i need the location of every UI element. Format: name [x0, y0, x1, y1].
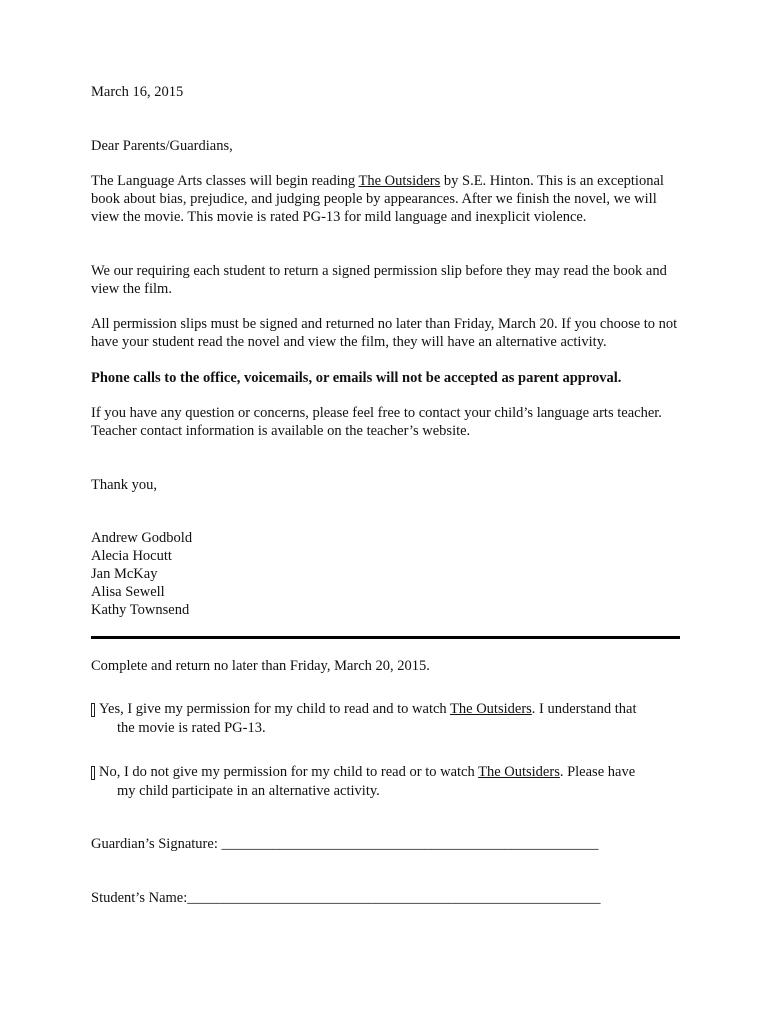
letter-date: March 16, 2015 — [91, 84, 184, 100]
paragraph-deadline: All permission slips must be signed and returned no later than Friday, March 20. If you choose to not have your student read the novel and view the film, they will have an alternative activity. — [91, 316, 678, 350]
option-yes[interactable] — [91, 700, 671, 737]
paragraph-intro-text-a: The Language Arts classes will begin reading — [91, 173, 359, 189]
signer-name: Jan McKay — [91, 566, 158, 582]
option-yes-book-title: The Outsiders — [450, 701, 532, 717]
guardian-signature-line[interactable]: ____________________________________________________ — [221, 836, 599, 852]
student-name-line[interactable]: _________________________________________________________ — [187, 890, 601, 906]
signer-name: Alecia Hocutt — [91, 548, 172, 564]
paragraph-requirement: We our requiring each student to return a signed permission slip before they may read the book and view the film. — [91, 263, 667, 297]
checkbox-no[interactable] — [91, 766, 95, 780]
signer-name: Kathy Townsend — [91, 602, 190, 618]
option-no-text-b: . Please have — [559, 764, 636, 780]
option-yes-text-a: Yes, I give my permission for my child to read and to watch — [99, 701, 451, 717]
option-no-text-a: No, I do not give my permission for my child to read or to watch — [99, 764, 479, 780]
paragraph-warning: Phone calls to the office, voicemails, or emails will not be accepted as parent approval. — [91, 370, 622, 386]
guardian-signature-label: Guardian’s Signature: — [91, 836, 222, 852]
paragraph-intro-text-b: by S.E. Hinton. This is an exceptional book about bias, prejudice, and judging people by appearances. After we finish the novel, we will view the movie. This movie is rated PG-13 for mild language and inexplicit violence. — [91, 173, 664, 225]
salutation: Dear Parents/Guardians, — [91, 138, 233, 154]
paragraph-intro — [91, 172, 683, 226]
option-no-book-title: The Outsiders — [478, 764, 560, 780]
option-yes-text-line2: the movie is rated PG-13. — [117, 720, 266, 736]
student-name-label: Student’s Name: — [91, 890, 188, 906]
signer-name: Alisa Sewell — [91, 584, 165, 600]
guardian-signature-field[interactable] — [91, 835, 683, 853]
signer-list — [91, 529, 683, 619]
signer-name: Andrew Godbold — [91, 530, 193, 546]
option-no-text-line2: my child participate in an alternative activity. — [117, 783, 380, 799]
option-yes-text-b: . I understand that — [531, 701, 637, 717]
option-no[interactable] — [91, 763, 671, 800]
paragraph-contact: If you have any question or concerns, please feel free to contact your child’s language arts teacher. Teacher contact information is available on the teacher’s website. — [91, 405, 662, 439]
closing: Thank you, — [91, 477, 158, 493]
form-instruction: Complete and return no later than Friday, March 20, 2015. — [91, 658, 430, 674]
tear-off-divider — [91, 636, 680, 639]
book-title: The Outsiders — [358, 173, 441, 189]
student-name-field[interactable] — [91, 889, 683, 907]
checkbox-yes[interactable] — [91, 703, 95, 717]
